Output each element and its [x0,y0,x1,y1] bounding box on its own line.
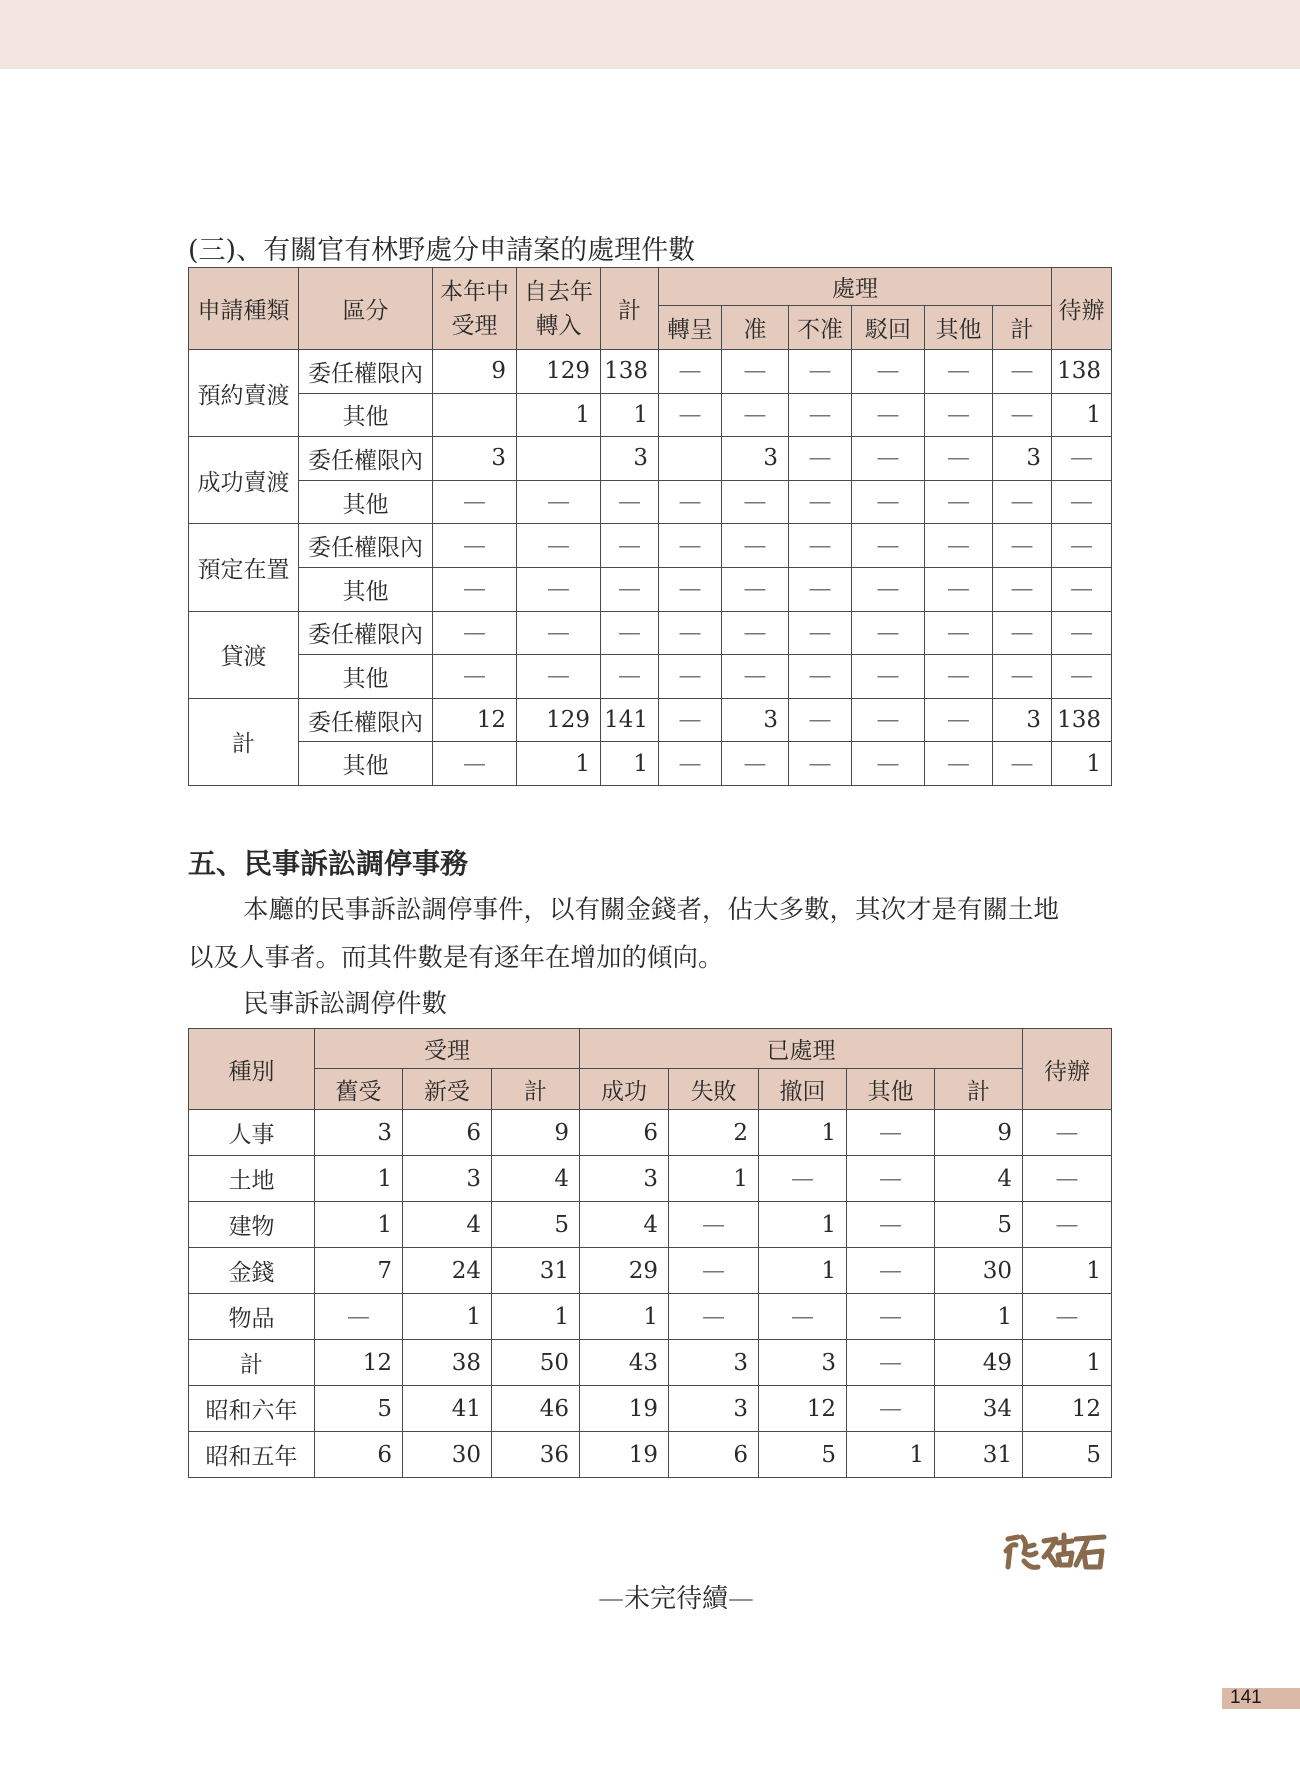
table-cell: — [601,655,659,699]
category-cell: 土地 [189,1156,315,1202]
table-cell: — [993,350,1052,394]
table-cell: — [601,524,659,568]
subheader-processing: 不准 [789,306,852,350]
table-cell: 1 [935,1294,1023,1340]
header-carried-over-line2: 轉入 [535,312,582,339]
table-cell: 3 [669,1386,759,1432]
page-number: 141 [1230,1687,1262,1708]
table-cell: 1 [315,1202,403,1248]
header-processing: 處理 [659,268,1052,306]
table-cell: — [925,698,993,742]
subheader-received: 舊受 [315,1069,403,1110]
category-cell: 建物 [189,1202,315,1248]
division-cell: 委任權限內 [299,350,433,394]
table-cell: — [1052,611,1112,655]
table-cell: 3 [993,698,1052,742]
application-type-cell: 預定在置 [189,524,299,611]
header-received: 受理 [315,1029,580,1069]
table-cell: — [659,393,722,437]
table-cell: — [925,655,993,699]
table-cell: — [925,480,993,524]
table-cell: — [659,655,722,699]
table-cell: 3 [580,1156,669,1202]
table-cell: — [789,742,852,786]
table-cell: — [993,742,1052,786]
table-cell: — [659,480,722,524]
subheader-processing: 轉呈 [659,306,722,350]
table-cell: 1 [759,1202,847,1248]
table-cell: 4 [492,1156,580,1202]
table-cell: — [601,567,659,611]
table-cell: — [852,611,925,655]
table-cell: 4 [403,1202,492,1248]
subheader-processing: 准 [722,306,789,350]
table-cell: — [852,655,925,699]
header-received-this-year-line2: 受理 [451,312,498,339]
table-cell: 3 [722,698,789,742]
table-cell: 1 [403,1294,492,1340]
table-cell: — [659,524,722,568]
table-cell: — [722,655,789,699]
top-decorative-band [0,0,1300,69]
subheader-received: 新受 [403,1069,492,1110]
table-cell: 1 [759,1248,847,1294]
table-cell: 19 [580,1386,669,1432]
division-cell: 委任權限內 [299,437,433,481]
table-cell: — [993,524,1052,568]
table-cell: 12 [759,1386,847,1432]
table-cell: 36 [492,1432,580,1478]
table-cell: — [847,1110,935,1156]
table-row [189,1432,1112,1478]
table-cell: — [722,567,789,611]
table-cell: 138 [1052,350,1112,394]
table-cell: 29 [580,1248,669,1294]
table-cell: 5 [315,1386,403,1432]
table-cell: — [852,350,925,394]
table-cell: — [993,567,1052,611]
header-pending: 待辦 [1023,1029,1112,1110]
subheader-processing: 駁回 [852,306,925,350]
table-cell: — [993,480,1052,524]
table-cell: — [925,437,993,481]
application-type-cell: 預約賣渡 [189,350,299,437]
table-row [189,698,1112,742]
table-cell: 4 [580,1202,669,1248]
table-cell: — [759,1294,847,1340]
table-cell: — [517,655,601,699]
table-cell: — [517,567,601,611]
subheader-processed: 其他 [847,1069,935,1110]
table-cell: 43 [580,1340,669,1386]
application-type-cell: 成功賣渡 [189,437,299,524]
subheader-processed: 成功 [580,1069,669,1110]
civil-mediation-table [188,1028,1112,1478]
table-cell: — [669,1294,759,1340]
table-row [189,1294,1112,1340]
table-cell: 4 [935,1156,1023,1202]
table-cell: — [1023,1294,1112,1340]
table-cell: 38 [403,1340,492,1386]
table-row [189,567,1112,611]
table1-title: (三)、有關官有林野處分申請案的處理件數 [188,235,696,266]
division-cell: 委任權限內 [299,698,433,742]
table-cell: — [1052,480,1112,524]
table-cell [659,437,722,481]
header-application-type: 申請種類 [189,268,299,350]
table-cell: 6 [580,1110,669,1156]
table-cell: — [1052,524,1112,568]
table-cell: 5 [759,1432,847,1478]
division-cell: 其他 [299,567,433,611]
table-cell: 138 [1052,698,1112,742]
table-cell: 3 [315,1110,403,1156]
table-cell: — [847,1156,935,1202]
table-row [189,1248,1112,1294]
table-cell: — [789,698,852,742]
table-cell: 9 [433,350,517,394]
table-cell: 46 [492,1386,580,1432]
header-processed: 已處理 [580,1029,1023,1069]
paragraph-line-1: 本廳的民事訴訟調停事件，以有關金錢者，佔大多數，其次才是有關土地 [243,895,1060,925]
division-cell: 委任權限內 [299,611,433,655]
table-cell: — [993,393,1052,437]
category-cell: 金錢 [189,1248,315,1294]
table-cell: 12 [433,698,517,742]
table-cell: — [925,393,993,437]
table-cell: 3 [669,1340,759,1386]
table-cell: 3 [993,437,1052,481]
header-carried-over [517,268,601,350]
table-cell: — [659,350,722,394]
table-row [189,742,1112,786]
table-cell: — [433,480,517,524]
forest-land-disposal-table [188,267,1112,786]
application-type-cell: 貸渡 [189,611,299,698]
table-cell: 31 [492,1248,580,1294]
table-cell: 6 [403,1110,492,1156]
table-cell: — [852,698,925,742]
table-cell: — [852,567,925,611]
division-cell: 其他 [299,393,433,437]
table-cell: 1 [669,1156,759,1202]
table-cell: 31 [935,1432,1023,1478]
table-cell: 1 [492,1294,580,1340]
subheader-processed: 失敗 [669,1069,759,1110]
table-cell: — [789,393,852,437]
table-cell: 129 [517,698,601,742]
table-cell: 41 [403,1386,492,1432]
table-cell: — [925,567,993,611]
paragraph-line-2: 以及人事者。而其件數是有逐年在增加的傾向。 [188,943,724,973]
division-cell: 其他 [299,480,433,524]
table-cell: — [659,567,722,611]
table-cell: — [852,524,925,568]
table-cell: 30 [403,1432,492,1478]
table-cell: — [659,742,722,786]
table-cell: 1 [601,393,659,437]
table-cell: — [722,742,789,786]
table-cell: — [789,437,852,481]
page-number-badge [1222,1688,1300,1709]
table-cell: 1 [1052,742,1112,786]
category-cell: 計 [189,1340,315,1386]
table-cell: — [925,350,993,394]
table-cell: 12 [315,1340,403,1386]
table-cell: 1 [517,742,601,786]
table-row [189,524,1112,568]
division-cell: 其他 [299,655,433,699]
table-row [189,350,1112,394]
table-cell: 19 [580,1432,669,1478]
table-cell: 3 [759,1340,847,1386]
table-cell: 138 [601,350,659,394]
table-cell: — [722,524,789,568]
table-cell: 5 [935,1202,1023,1248]
header-carried-over-line1: 自去年 [524,278,593,305]
table-row [189,1386,1112,1432]
table-cell: 129 [517,350,601,394]
table-cell: — [852,742,925,786]
table-row [189,611,1112,655]
table-cell: 1 [1052,393,1112,437]
header-received-this-year [433,268,517,350]
table-cell: 1 [1023,1248,1112,1294]
category-cell: 物品 [189,1294,315,1340]
table-cell: — [722,611,789,655]
division-cell: 其他 [299,742,433,786]
table-cell: 3 [403,1156,492,1202]
table-cell: — [847,1340,935,1386]
table-row [189,1110,1112,1156]
table-cell: 9 [492,1110,580,1156]
table-cell: 1 [580,1294,669,1340]
category-cell: 昭和六年 [189,1386,315,1432]
table-cell: 12 [1023,1386,1112,1432]
table-cell: — [1052,567,1112,611]
table-cell: — [601,611,659,655]
table-cell: 141 [601,698,659,742]
to-be-continued: —未完待續— [597,1584,754,1614]
table-cell: 5 [1023,1432,1112,1478]
table-cell: — [1023,1202,1112,1248]
table-cell: 9 [935,1110,1023,1156]
table-cell: 1 [315,1156,403,1202]
table-cell: — [925,742,993,786]
table-cell: 49 [935,1340,1023,1386]
table-cell: 50 [492,1340,580,1386]
subheader-processing: 其他 [925,306,993,350]
table-cell: — [847,1202,935,1248]
table-cell: — [925,611,993,655]
subheader-processed: 計 [935,1069,1023,1110]
table-cell: — [1023,1110,1112,1156]
table-row [189,393,1112,437]
table-cell: — [789,350,852,394]
table-cell: — [722,350,789,394]
table-cell: 5 [492,1202,580,1248]
table-cell: — [1023,1156,1112,1202]
table-cell: — [789,524,852,568]
table-cell: — [722,393,789,437]
table-cell: — [601,480,659,524]
table-cell: — [789,480,852,524]
table-cell: — [433,611,517,655]
table-cell [433,393,517,437]
header-pending: 待辦 [1052,268,1112,350]
table-row [189,1156,1112,1202]
table-cell: — [659,698,722,742]
table-cell: — [517,480,601,524]
table-cell: 34 [935,1386,1023,1432]
table-cell: 1 [601,742,659,786]
table-cell: 2 [669,1110,759,1156]
table-row [189,655,1112,699]
table-cell: — [789,567,852,611]
table-row [189,480,1112,524]
category-cell: 人事 [189,1110,315,1156]
subheader-processed: 撤回 [759,1069,847,1110]
table-cell: — [669,1202,759,1248]
table-cell: — [517,611,601,655]
header-received-this-year-line1: 本年中 [440,278,509,305]
table-cell: — [659,611,722,655]
division-cell: 委任權限內 [299,524,433,568]
table-cell: 1 [517,393,601,437]
subheader-processing: 計 [993,306,1052,350]
table-cell: 3 [601,437,659,481]
table-cell: — [669,1248,759,1294]
header-category: 種別 [189,1029,315,1110]
table-row [189,1202,1112,1248]
table-cell [517,437,601,481]
table-cell: — [847,1294,935,1340]
table-row [189,1340,1112,1386]
table-cell: 30 [935,1248,1023,1294]
subheader-received: 計 [492,1069,580,1110]
section-heading: 五、民事訴訟調停事務 [188,847,469,880]
table-cell: — [1052,655,1112,699]
table-cell: — [993,611,1052,655]
application-type-cell: 計 [189,698,299,785]
table-cell: 1 [759,1110,847,1156]
table-cell: 3 [722,437,789,481]
header-total: 計 [601,268,659,350]
table-cell: 6 [315,1432,403,1478]
table-cell: — [852,480,925,524]
table-cell: — [315,1294,403,1340]
table-cell: — [847,1386,935,1432]
table-cell: — [759,1156,847,1202]
table-cell: — [433,524,517,568]
table-cell: 1 [847,1432,935,1478]
table-cell: — [433,567,517,611]
table-row [189,437,1112,481]
table2-title: 民事訴訟調停件數 [243,989,448,1019]
logo-calligraphy [1000,1523,1112,1579]
table-cell: 24 [403,1248,492,1294]
table-cell: — [722,480,789,524]
table-cell: — [789,611,852,655]
table-cell: 1 [1023,1340,1112,1386]
table-cell: 6 [669,1432,759,1478]
table-cell: — [993,655,1052,699]
table-cell: — [852,393,925,437]
category-cell: 昭和五年 [189,1432,315,1478]
table-cell: — [847,1248,935,1294]
table-cell: — [789,655,852,699]
table-cell: — [433,655,517,699]
table-cell: — [433,742,517,786]
table-cell: — [852,437,925,481]
table-cell: 7 [315,1248,403,1294]
table-cell: — [925,524,993,568]
table-cell: — [1052,437,1112,481]
table-cell: 3 [433,437,517,481]
header-division: 區分 [299,268,433,350]
table-cell: — [517,524,601,568]
